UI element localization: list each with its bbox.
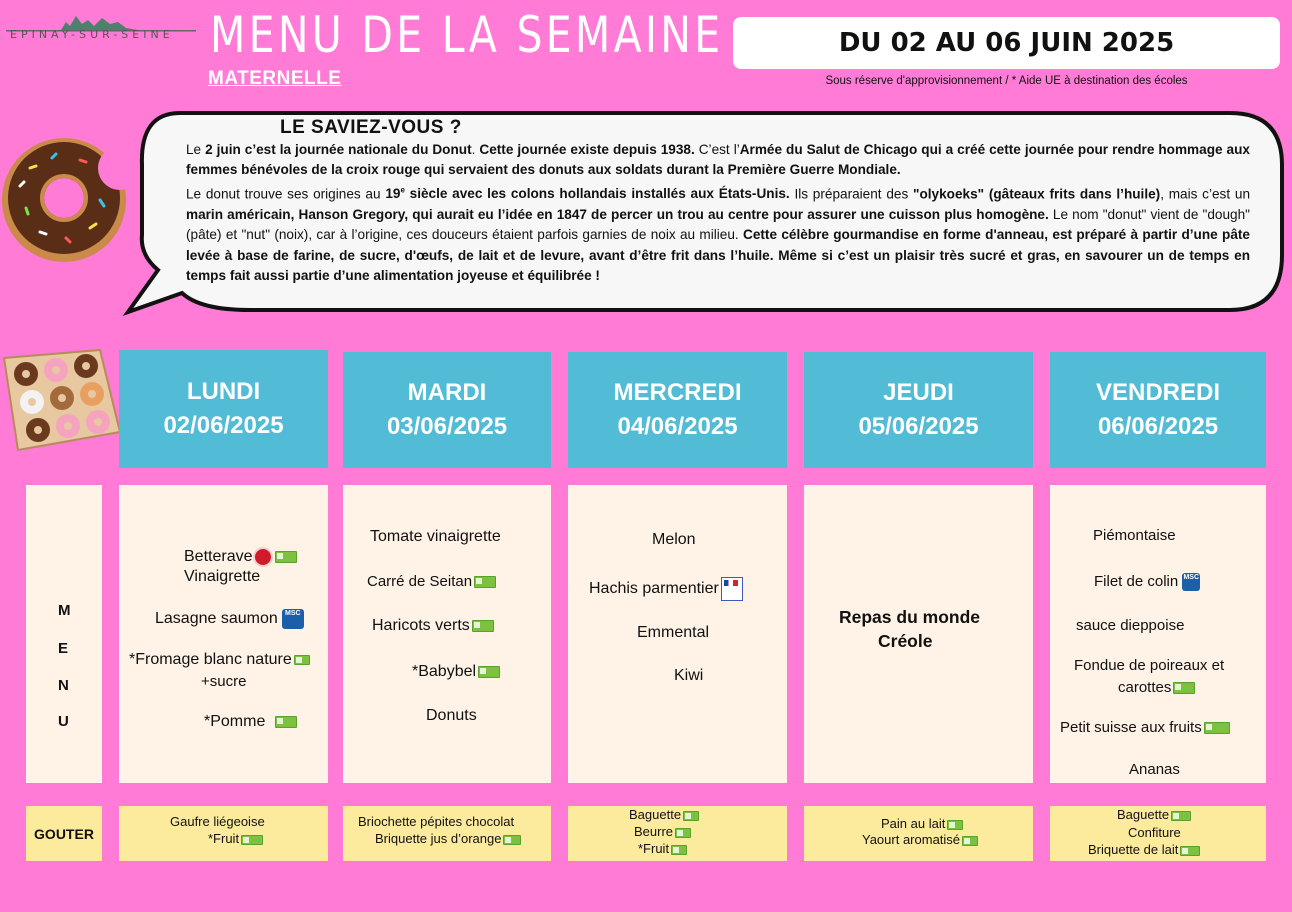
day-date: 04/06/2025 [617,413,738,440]
menu-item: Melon [652,531,696,548]
supply-note: Sous réserve d'approvisionnement / * Aide UE à destination des écoles [825,75,1188,87]
gouter-item: Gaufre liégeoise [170,814,265,829]
day-header-lundi [119,350,328,468]
menu-item: Piémontaise [1093,527,1176,544]
day-name: LUNDI [186,378,261,405]
menu-letter: E [58,640,69,657]
did-you-know-title: LE SAVIEZ-VOUS ? [280,117,462,138]
ab-bio-icon [275,551,297,563]
day-header-mardi [343,352,551,468]
gouter-item: Baguette [1117,807,1191,822]
gouter-item: Briquette jus d’orange [375,831,521,846]
gouter-cell-lundi [119,806,328,861]
ab-bio-icon [962,836,978,846]
menu-item: Tomate vinaigrette [370,528,501,545]
menu-item: Filet de colin MSC [1094,573,1199,590]
day-name: JEUDI [883,379,954,406]
menu-letter: U [58,713,69,730]
menu-item: Vinaigrette [184,568,261,585]
gouter-cell-mardi [343,806,551,861]
menu-item: Carré de Seitan [367,573,496,590]
donut-box-illustration [0,348,122,452]
menu-item: Repas du monde [839,607,980,627]
school-level: MATERNELLE [208,68,342,89]
did-you-know-text: Le 2 juin c’est la journée nationale du Donut. Cette journée existe depuis 1938. C’est l’Armée du Salut de Chicago qui a créé cette journée pour rendre hommage aux femmes bénévoles de la croix rouge qui servaient des donuts aux soldats durant la Première Guerre Mondiale. Le donut trouve ses origines au 19e siècle avec les colons hollandais installés aux États-Unis. Ils préparaient des "olykoeks" (gâteaux frits dans l’huile), mais c’est un marin américain, Hanson Gregory, qui aurait eu l’idée en 1847 de percer un trou au centre pour assurer une cuisson plus homogène. Le nom "donut" vient de "dough" (pâte) et "nut" (noix), car à l’origine, ces douceurs étaient parfois garnies de noix au milieu. Cette célèbre gourmandise en forme d'anneau, est préparé à partir d’une pâte levée à base de farine, de sucre, d'œufs, de lait et de levure, avant d’être frit dans l’huile. Même si c’est un plaisir très sucré et gras, en savourer un de temps en temps fait aussi partie d’une alimentation joyeuse et équilibrée ! [186,142,1251,283]
menu-cell-jeudi [804,485,1033,783]
ab-bio-icon [1173,682,1195,694]
menu-item: Haricots verts [372,617,494,635]
gouter-item: Briquette de lait [1088,842,1200,857]
gouter-item: Beurre [634,824,691,839]
menu-cell-vendredi [1050,485,1266,783]
ab-bio-icon [241,835,263,845]
menu-item: Emmental [637,624,710,641]
ab-bio-icon [294,655,310,665]
city-name: EPINAY-SUR-SEINE [10,28,174,41]
menu-item: sauce dieppoise [1076,617,1185,634]
ab-bio-icon [275,716,297,728]
menu-item: +sucre [201,673,247,690]
label-rouge-icon [253,547,273,567]
gouter-side-label: GOUTER [26,806,102,861]
day-date: 06/06/2025 [1097,413,1219,440]
ab-bio-icon [1204,722,1230,734]
ab-bio-icon [472,620,494,632]
menu-letter: N [58,677,69,694]
gouter-cell-mercredi [568,806,787,861]
menu-item: carottes [1118,679,1195,696]
viande-francaise-icon [721,577,743,601]
menu-item: *Pomme [204,713,297,731]
menu-item: *Fromage blanc nature [129,651,310,669]
menu-cell-mercredi [568,485,787,783]
day-date: 03/06/2025 [386,413,508,440]
menu-item: Petit suisse aux fruits [1060,719,1230,736]
menu-cell-lundi [119,485,328,783]
page-title: MENU DE LA SEMAINE [210,6,724,64]
day-date: 05/06/2025 [858,413,979,440]
menu-item: Hachis parmentier [589,577,743,601]
day-name: VENDREDI [1095,379,1221,406]
donut-illustration [0,128,130,274]
ab-bio-icon [478,666,500,678]
gouter-item: Yaourt aromatisé [862,832,978,847]
menu-letter: M [58,602,71,619]
msc-label-icon: MSC [1182,573,1200,591]
gouter-item: *Fruit [208,831,263,846]
menu-item: Kiwi [674,667,704,684]
menu-side-label [26,485,102,783]
gouter-item: Briochette pépites chocolat [358,814,515,829]
ab-bio-icon [1180,846,1200,856]
ab-bio-icon [503,835,521,845]
menu-item: Betterave [184,547,297,567]
gouter-item: Pain au lait [881,816,963,831]
day-header-jeudi [804,352,1033,468]
gouter-item: *Fruit [638,841,687,856]
menu-item: Fondue de poireaux et [1074,657,1225,674]
menu-item: Donuts [426,707,477,724]
gouter-cell-jeudi [804,806,1033,861]
week-date-range: DU 02 AU 06 JUIN 2025 [733,17,1280,69]
ab-bio-icon [1171,811,1191,821]
day-header-mercredi [568,352,787,468]
menu-item: Créole [878,631,933,651]
day-name: MERCREDI [613,379,742,406]
menu-item: Lasagne saumon MSC [155,609,304,629]
ab-bio-icon [675,828,691,838]
day-header-vendredi [1050,352,1266,468]
ab-bio-icon [947,820,963,830]
menu-cell-mardi [343,485,551,783]
msc-label-icon: MSC [282,609,304,629]
ab-bio-icon [671,845,687,855]
gouter-cell-vendredi [1050,806,1266,861]
ab-bio-icon [683,811,699,821]
menu-item: *Babybel [412,663,500,681]
gouter-item: Baguette [629,807,699,822]
day-date: 02/06/2025 [163,412,284,439]
day-name: MARDI [407,379,487,406]
gouter-item: Confiture [1128,825,1181,840]
ab-bio-icon [474,576,496,588]
menu-item: Ananas [1129,761,1180,778]
